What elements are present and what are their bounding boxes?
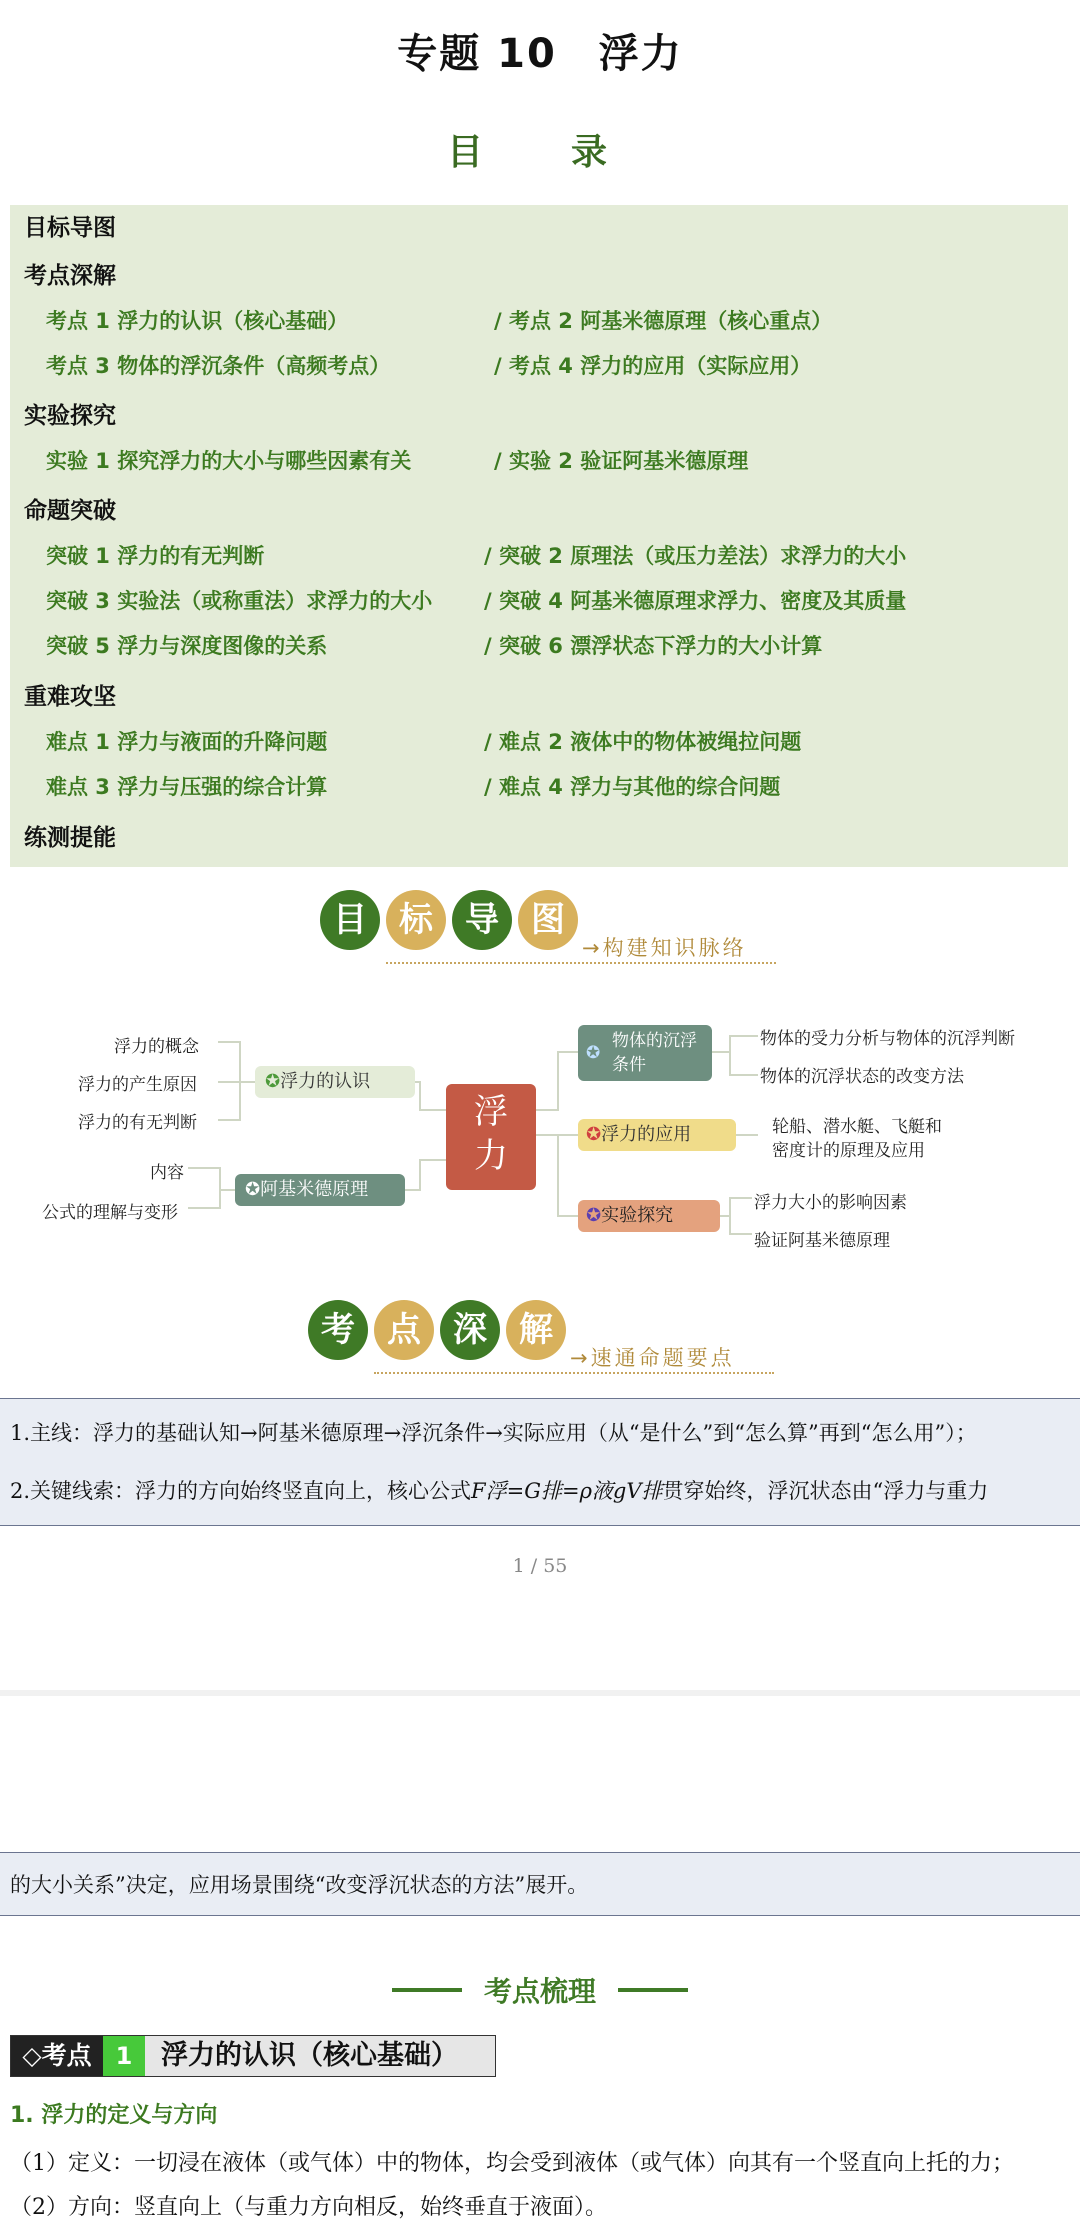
toc-section[interactable]: 实验探究 [24, 403, 116, 429]
mindmap-leaf: 验证阿基米德原理 [754, 1231, 890, 1251]
summary-line-1: 1.主线：浮力的基础认知→阿基米德原理→浮沉条件→实际应用（从“是什么”到“怎么算”再到“怎么用”）； [10, 1421, 977, 1445]
node-buoyancy-intro[interactable] [255, 1066, 415, 1098]
toc-section[interactable]: 目标导图 [24, 215, 116, 241]
banner-underline [374, 1372, 774, 1374]
title-deco-right [618, 1988, 688, 1992]
toc-item[interactable]: / 难点 2 液体中的物体被绳拉问题 [484, 730, 802, 754]
toc-item[interactable]: 实验 1 探究浮力的大小与哪些因素有关 [46, 449, 412, 473]
paragraph: （2）方向：竖直向上（与重力方向相反，始终垂直于液面）。 [10, 2195, 607, 2220]
mindmap-leaf: 浮力的产生原因 [78, 1075, 197, 1095]
kaodian-label: ◇考点 [11, 2036, 103, 2076]
node-float-sink[interactable] [578, 1025, 712, 1081]
summary-line-2: 2.关键线索：浮力的方向始终竖直向上，核心公式F浮=G排=ρ液gV排贯穿始终，浮沉状态由“浮力与重力 [10, 1479, 989, 1503]
node-applications[interactable] [578, 1119, 736, 1151]
kaodian-number: 1 [103, 2036, 145, 2076]
page-divider [0, 1690, 1080, 1696]
toc-item[interactable]: 考点 1 浮力的认识（核心基础） [46, 309, 349, 333]
toc-heading: 目 录 [446, 132, 633, 173]
node-label: 实验探究 [601, 1205, 674, 1226]
mindmap-leaf: 密度计的原理及应用 [772, 1141, 925, 1161]
mindmap-leaf: 浮力大小的影响因素 [754, 1193, 907, 1213]
star-icon: ✪ [245, 1179, 261, 1200]
formula: F浮=G排=ρ液gV排 [471, 1479, 663, 1503]
toc-section[interactable]: 命题突破 [24, 498, 116, 524]
star-icon: ✪ [586, 1043, 601, 1063]
star-icon: ✪ [586, 1124, 602, 1145]
banner-char: 点 [374, 1300, 434, 1360]
title-deco-left [392, 1988, 462, 1992]
toc-item[interactable]: / 突破 2 原理法（或压力差法）求浮力的大小 [484, 544, 907, 568]
mindmap-core [446, 1084, 536, 1190]
mindmap-leaf: 物体的受力分析与物体的沉浮判断 [760, 1029, 1015, 1049]
mindmap-leaf: 物体的沉浮状态的改变方法 [760, 1067, 964, 1087]
banner-char: 目 [320, 890, 380, 950]
banner-char: 考 [308, 1300, 368, 1360]
banner-subtitle: →速通命题要点 [570, 1346, 735, 1370]
mindmap-leaf: 浮力的概念 [114, 1037, 199, 1057]
toc-item[interactable]: 考点 3 物体的浮沉条件（高频考点） [46, 354, 391, 378]
paragraph: （1）定义：一切浸在液体（或气体）中的物体，均会受到液体（或气体）向其有一个竖直向上托的力； [10, 2151, 1015, 2176]
banner-char: 深 [440, 1300, 500, 1360]
node-experiment[interactable] [578, 1200, 720, 1232]
summary-box-continued [0, 1852, 1080, 1916]
banner-char: 标 [386, 890, 446, 950]
toc-item[interactable]: / 考点 4 浮力的应用（实际应用） [494, 354, 812, 378]
toc-item[interactable]: / 考点 2 阿基米德原理（核心重点） [494, 309, 833, 333]
node-label: 浮力的认识 [280, 1071, 371, 1092]
toc-section[interactable]: 考点深解 [24, 263, 116, 289]
mindmap-leaf: 公式的理解与变形 [42, 1203, 178, 1223]
node-label: 物体的沉浮条件 [612, 1031, 697, 1075]
toc-item[interactable]: / 实验 2 验证阿基米德原理 [494, 449, 749, 473]
toc-item[interactable]: 突破 1 浮力的有无判断 [46, 544, 265, 568]
banner-char: 导 [452, 890, 512, 950]
summary-line-3: 的大小关系”决定，应用场景围绕“改变浮沉状态的方法”展开。 [10, 1873, 589, 1897]
banner-char: 解 [506, 1300, 566, 1360]
table-of-contents [10, 205, 1068, 867]
node-label: 阿基米德原理 [260, 1179, 369, 1200]
mindmap-leaf: 轮船、潜水艇、飞艇和 [772, 1117, 942, 1137]
node-archimedes[interactable] [235, 1174, 405, 1206]
banner-char: 图 [518, 890, 578, 950]
summary-box [0, 1398, 1080, 1526]
toc-item[interactable]: 难点 3 浮力与压强的综合计算 [46, 775, 328, 799]
banner-underline [386, 962, 776, 964]
goal-map-banner [320, 890, 780, 960]
node-label: 浮力的应用 [601, 1124, 692, 1145]
toc-section[interactable]: 重难攻坚 [24, 684, 116, 710]
toc-item[interactable]: / 突破 6 漂浮状态下浮力的大小计算 [484, 634, 823, 658]
toc-section[interactable]: 练测提能 [24, 825, 116, 851]
mindmap-leaf: 内容 [150, 1163, 184, 1183]
toc-item[interactable]: / 难点 4 浮力与其他的综合问题 [484, 775, 781, 799]
mindmap-leaf: 浮力的有无判断 [78, 1113, 197, 1133]
toc-item[interactable]: 突破 3 实验法（或称重法）求浮力的大小 [46, 589, 433, 613]
subheading: 1. 浮力的定义与方向 [10, 2103, 218, 2128]
star-icon: ✪ [265, 1071, 281, 1092]
core-label: 浮力 [474, 1092, 508, 1176]
kaodian-title: 浮力的认识（核心基础） [161, 2040, 458, 2071]
star-icon: ✪ [586, 1205, 602, 1226]
section-title: 考点梳理 [483, 1975, 596, 2008]
toc-item[interactable]: 难点 1 浮力与液面的升降问题 [46, 730, 328, 754]
key-points-banner [308, 1300, 788, 1370]
mind-map [0, 1000, 1080, 1260]
toc-item[interactable]: 突破 5 浮力与深度图像的关系 [46, 634, 328, 658]
page-title: 专题 10 浮力 [397, 31, 683, 77]
banner-subtitle: →构建知识脉络 [582, 936, 747, 960]
toc-item[interactable]: / 突破 4 阿基米德原理求浮力、密度及其质量 [484, 589, 907, 613]
kaodian-header [10, 2035, 496, 2077]
page-number: 1 / 55 [512, 1555, 568, 1577]
